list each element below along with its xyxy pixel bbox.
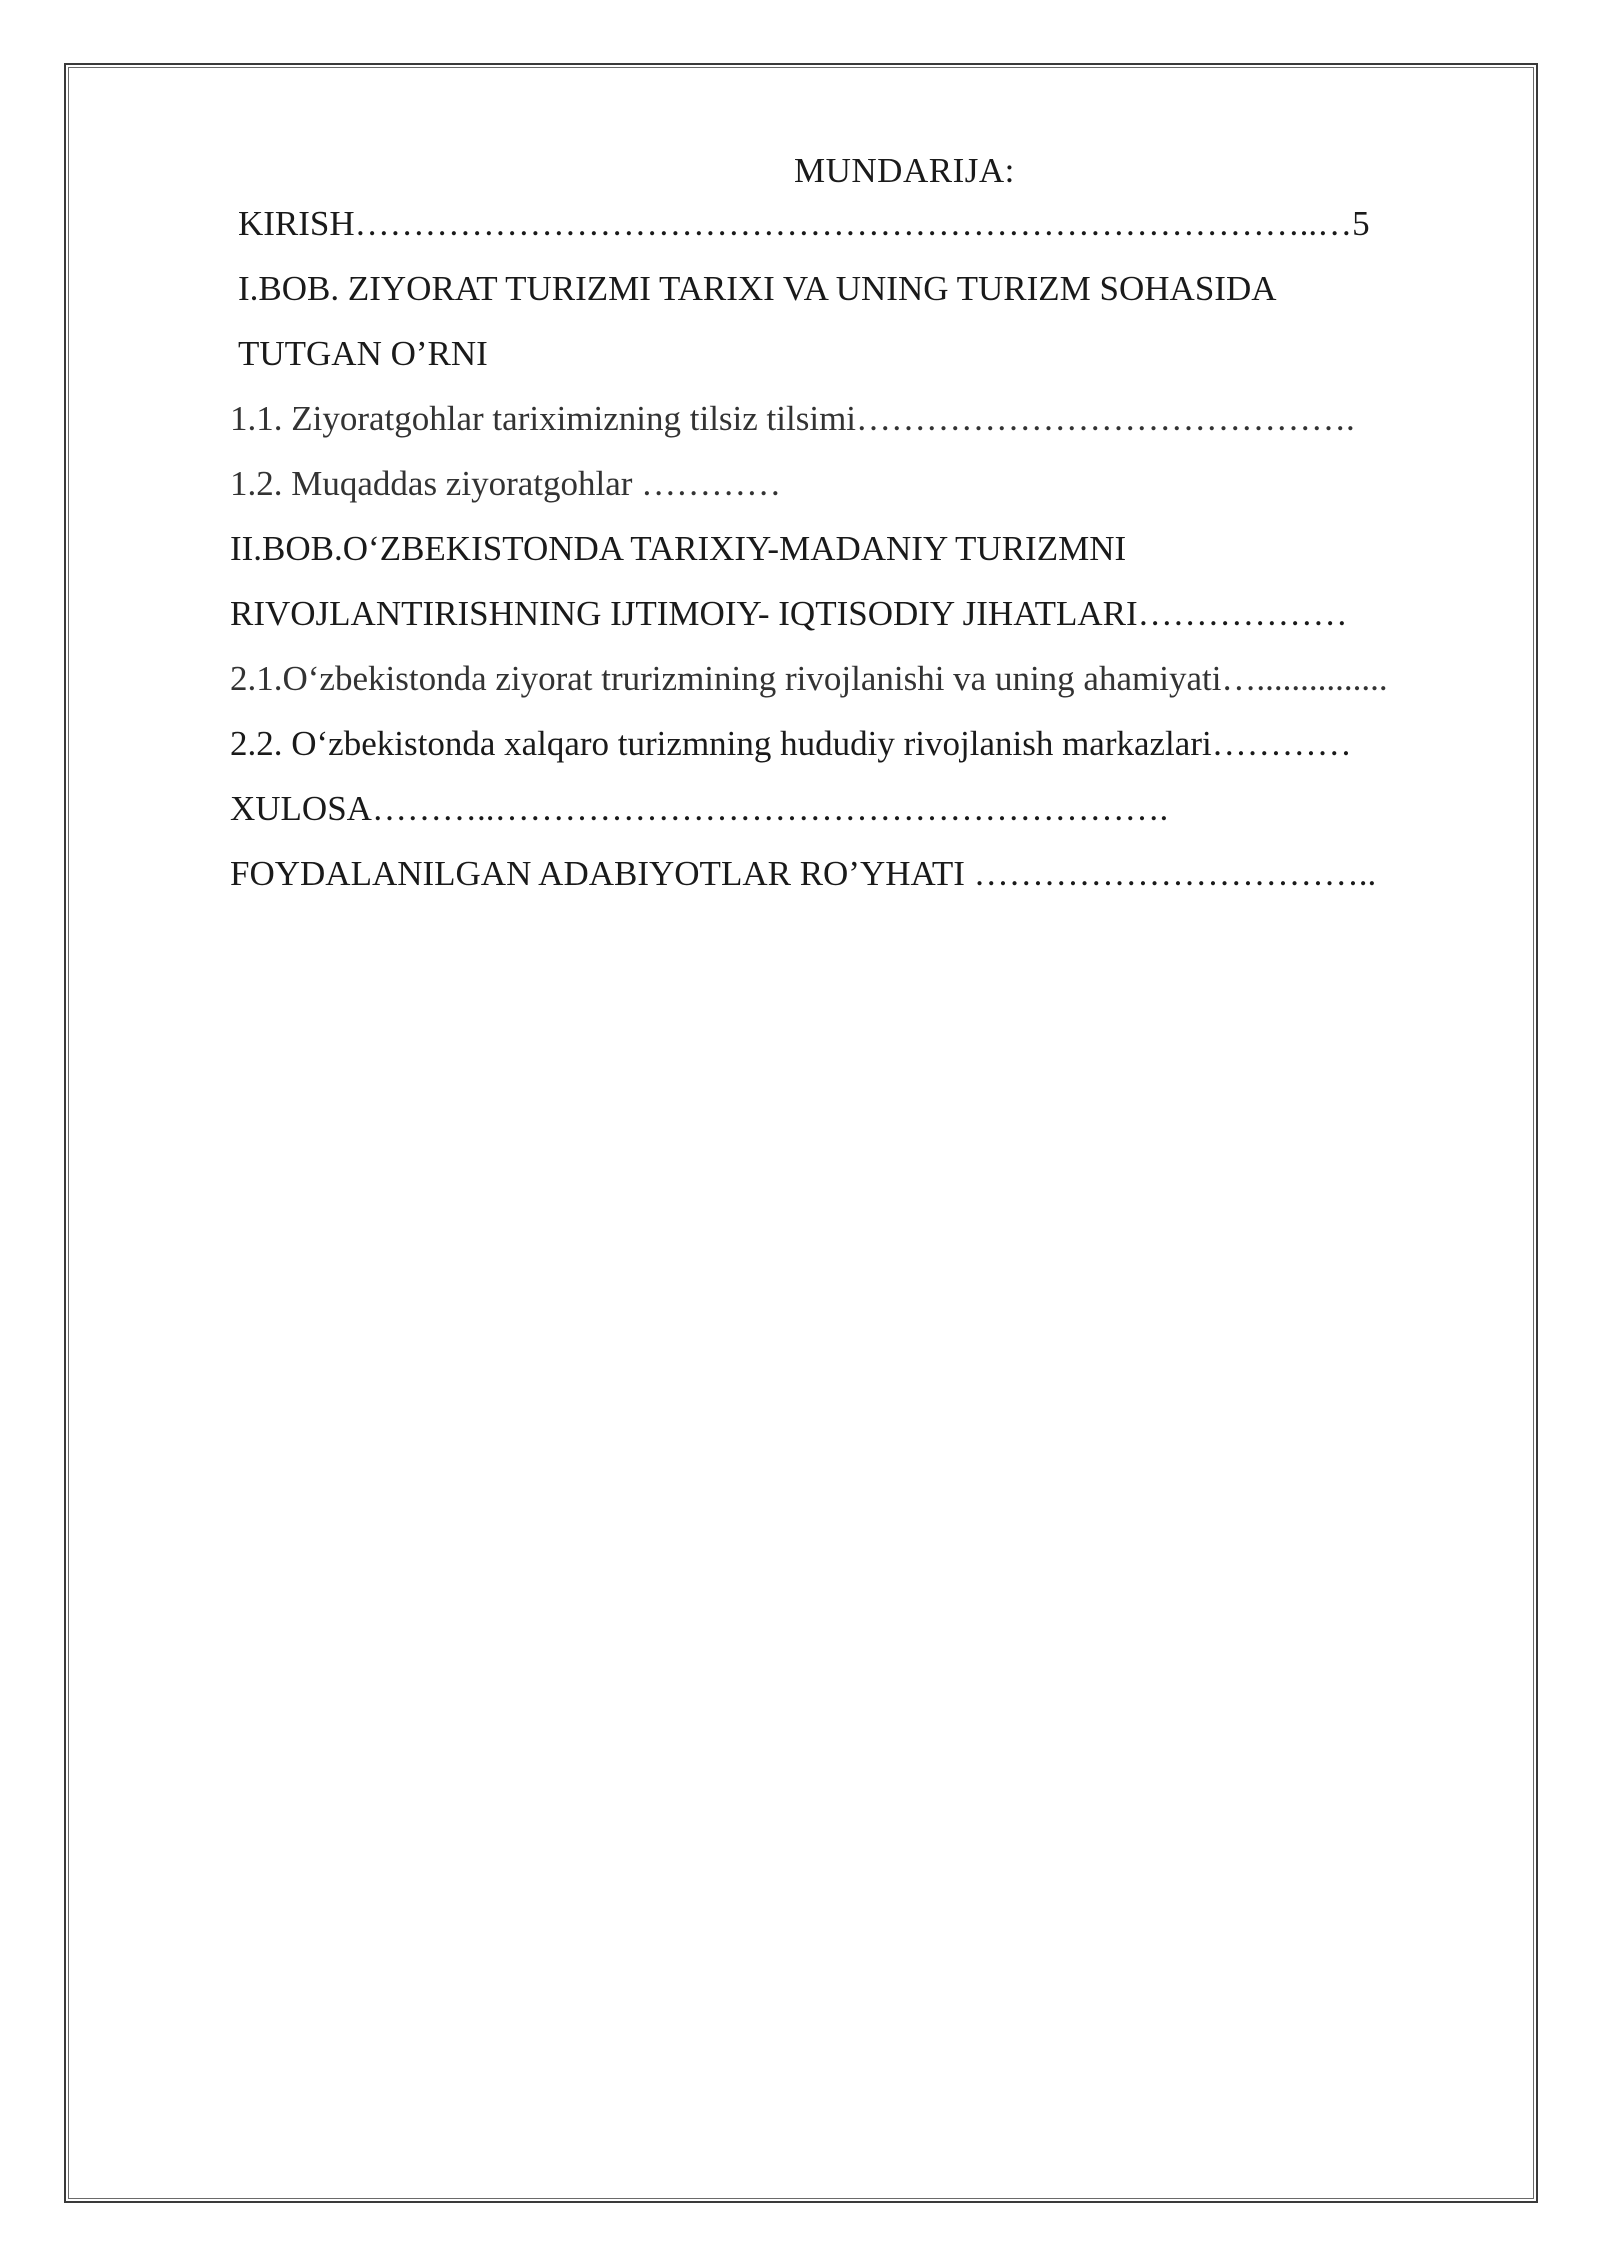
toc-entry-kirish: KIRISH………………………………………………………………………..…5 [238,204,1370,243]
toc-entry-chapter-1: I.BOB. ZIYORAT TURIZMI TARIXI VA UNING TURIZM SOHASIDA [238,269,1277,308]
page-border-inner [68,67,1534,2199]
toc-entry-chapter-2-cont: RIVOJLANTIRISHNING IJTIMOIY- IQTISODIY JIHATLARI……………… [230,594,1348,633]
toc-entry-bibliography: FOYDALANILGAN ADABIYOTLAR RO’YHATI …………………………….. [230,854,1377,893]
toc-entry-1-1: 1.1. Ziyoratgohlar tariximizning tilsiz tilsimi……………………………………. [230,399,1355,438]
toc-entry-chapter-1-cont: TUTGAN O’RNI [238,334,488,373]
toc-entry-2-1: 2.1.O‘zbekistonda ziyorat trurizmining rivojlanishi va uning ahamiyati…............... [230,659,1388,698]
toc-entry-2-2: 2.2. O‘zbekistonda xalqaro turizmning hududiy rivojlanish markazlari………… [230,724,1352,763]
toc-entry-xulosa: XULOSA………..…………………………………………………. [230,789,1169,828]
toc-entry-chapter-2: II.BOB.O‘ZBEKISTONDA TARIXIY-MADANIY TURIZMNI [230,529,1127,568]
toc-title: MUNDARIJA: [794,151,1015,190]
toc-entry-1-2: 1.2. Muqaddas ziyoratgohlar ………… [230,464,782,503]
